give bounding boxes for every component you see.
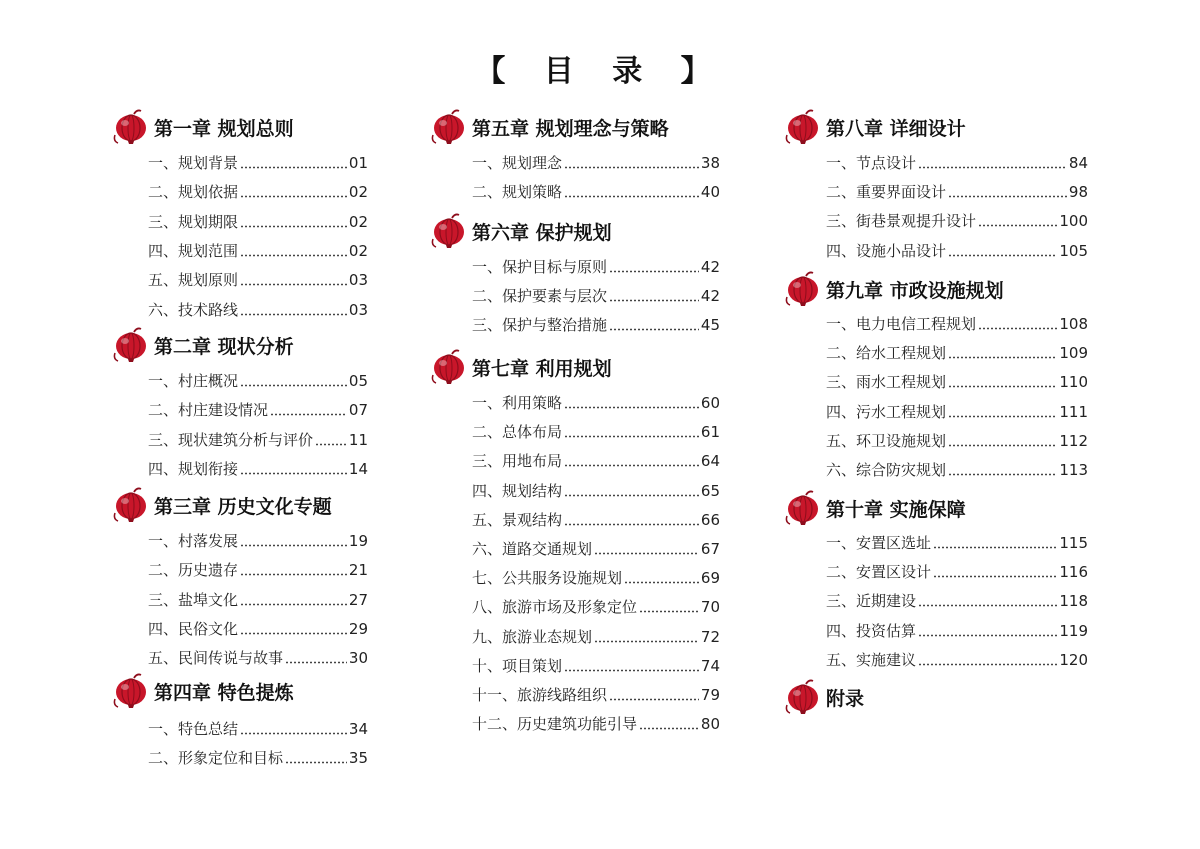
dot-leader <box>609 270 699 273</box>
entry-label: 二、形象定位和目标 <box>148 749 284 768</box>
toc-entry[interactable] <box>826 401 1088 422</box>
entry-page-number: 01 <box>348 154 368 172</box>
dot-leader <box>240 166 347 169</box>
toc-entry[interactable] <box>826 342 1088 363</box>
toc-entry[interactable] <box>472 421 720 442</box>
entry-page-number: 14 <box>348 459 368 478</box>
entry-label: 七、公共服务设施规划 <box>472 569 623 588</box>
toc-entry[interactable] <box>826 240 1088 261</box>
entry-label: 二、给水工程规划 <box>826 344 947 363</box>
dot-leader <box>240 544 347 547</box>
chapter-heading[interactable] <box>782 108 966 146</box>
chapter-heading[interactable] <box>428 348 612 386</box>
entry-page-number: 21 <box>348 561 368 580</box>
entry-label: 一、规划背景 <box>148 154 239 172</box>
dot-leader <box>315 443 347 446</box>
toc-entry[interactable] <box>826 561 1088 582</box>
chapter-title: 第五章 规划理念与策略 <box>472 117 669 140</box>
entry-page-number: 69 <box>700 569 720 588</box>
toc-entry[interactable] <box>472 152 720 173</box>
toc-entry[interactable] <box>472 684 720 705</box>
entry-page-number: 113 <box>1059 461 1088 479</box>
entry-page-number: 84 <box>1068 154 1088 172</box>
toc-entry[interactable] <box>148 429 368 450</box>
dot-leader <box>270 413 347 416</box>
entry-page-number: 100 <box>1059 212 1088 231</box>
chapter-heading[interactable] <box>782 489 966 527</box>
entry-page-number: 45 <box>700 316 720 335</box>
entry-page-number: 98 <box>1068 183 1088 202</box>
dot-leader <box>240 603 347 606</box>
toc-entry[interactable] <box>148 747 368 768</box>
toc-entry[interactable] <box>472 655 720 676</box>
entry-label: 一、村落发展 <box>148 532 239 550</box>
dot-leader <box>240 225 347 228</box>
dot-leader <box>285 761 347 764</box>
toc-entry[interactable] <box>826 649 1088 670</box>
entry-label: 三、近期建设 <box>826 592 917 611</box>
entry-page-number: 120 <box>1059 650 1088 669</box>
dot-leader <box>918 604 1057 607</box>
toc-entry[interactable] <box>826 590 1088 611</box>
toc-entry[interactable] <box>148 240 368 261</box>
red-lantern-icon <box>428 348 468 386</box>
entry-page-number: 80 <box>700 715 720 734</box>
entry-label: 五、景观结构 <box>472 510 563 529</box>
dot-leader <box>564 166 699 169</box>
entry-page-number: 30 <box>348 649 368 668</box>
chapter-heading[interactable] <box>110 672 294 710</box>
red-lantern-icon <box>782 108 822 146</box>
chapter-heading[interactable] <box>110 486 332 524</box>
dot-leader <box>948 415 1057 418</box>
dot-leader <box>978 224 1057 227</box>
dot-leader <box>240 195 347 198</box>
toc-entry[interactable] <box>472 392 720 413</box>
entry-page-number: 119 <box>1059 621 1088 640</box>
red-lantern-icon <box>110 326 150 364</box>
entry-label: 一、特色总结 <box>148 720 239 738</box>
dot-leader <box>240 254 347 257</box>
toc-entry[interactable] <box>826 210 1088 231</box>
dot-leader <box>564 494 699 497</box>
entry-page-number: 34 <box>348 720 368 738</box>
entry-page-number: 03 <box>348 300 368 319</box>
toc-entry[interactable] <box>472 596 720 617</box>
toc-entry[interactable] <box>826 620 1088 641</box>
entry-label: 二、保护要素与层次 <box>472 287 608 306</box>
dot-leader <box>564 406 699 409</box>
entry-page-number: 70 <box>700 598 720 617</box>
entry-label: 三、街巷景观提升设计 <box>826 212 977 231</box>
dot-leader <box>564 195 699 198</box>
chapter-heading[interactable] <box>428 108 669 146</box>
dot-leader <box>918 634 1057 637</box>
entry-page-number: 118 <box>1059 592 1088 611</box>
toc-entry[interactable] <box>826 371 1088 392</box>
dot-leader <box>933 546 1057 549</box>
toc-entry[interactable] <box>472 181 720 202</box>
entry-label: 三、规划期限 <box>148 212 239 231</box>
dot-leader <box>933 575 1057 578</box>
chapter-heading[interactable] <box>428 212 612 250</box>
entry-page-number: 64 <box>700 452 720 471</box>
dot-leader <box>609 698 699 701</box>
toc-entry[interactable] <box>148 181 368 202</box>
chapter-title: 第九章 市政设施规划 <box>826 279 1004 302</box>
toc-entry[interactable] <box>148 458 368 479</box>
entry-page-number: 40 <box>700 183 720 202</box>
entry-label: 五、民间传说与故事 <box>148 649 284 668</box>
chapter-title: 第一章 规划总则 <box>154 117 294 140</box>
dot-leader <box>948 473 1057 476</box>
red-lantern-icon <box>428 108 468 146</box>
entry-label: 五、规划原则 <box>148 271 239 290</box>
entry-label: 六、道路交通规划 <box>472 540 593 558</box>
dot-leader <box>609 328 699 331</box>
toc-entry[interactable] <box>148 530 368 551</box>
entry-label: 三、盐埠文化 <box>148 590 239 609</box>
entry-page-number: 111 <box>1059 402 1088 421</box>
chapter-title: 第七章 利用规划 <box>472 357 612 380</box>
toc-entry[interactable] <box>148 211 368 232</box>
entry-page-number: 109 <box>1059 344 1088 363</box>
dot-leader <box>240 732 347 735</box>
dot-leader <box>948 356 1057 359</box>
entry-page-number: 116 <box>1059 563 1088 582</box>
chapter-title: 第二章 现状分析 <box>154 335 294 358</box>
dot-leader <box>594 552 699 555</box>
entry-label: 十、项目策划 <box>472 656 563 675</box>
entry-page-number: 02 <box>348 183 368 202</box>
toc-entry[interactable] <box>472 450 720 471</box>
dot-leader <box>564 669 699 672</box>
toc-entry[interactable] <box>148 152 368 173</box>
chapter-heading[interactable] <box>110 326 294 364</box>
entry-page-number: 19 <box>348 532 368 550</box>
toc-entry[interactable] <box>472 509 720 530</box>
dot-leader <box>240 384 347 387</box>
entry-label: 四、设施小品设计 <box>826 241 947 260</box>
entry-label: 四、规划衔接 <box>148 459 239 478</box>
dot-leader <box>285 661 347 664</box>
entry-page-number: 110 <box>1059 373 1088 392</box>
dot-leader <box>948 444 1057 447</box>
chapter-heading[interactable] <box>782 270 1004 308</box>
chapter-heading[interactable] <box>110 108 294 146</box>
entry-page-number: 105 <box>1059 241 1088 260</box>
dot-leader <box>918 166 1067 169</box>
entry-label: 二、规划依据 <box>148 183 239 202</box>
entry-page-number: 27 <box>348 590 368 609</box>
dot-leader <box>594 640 699 643</box>
entry-page-number: 67 <box>700 540 720 558</box>
dot-leader <box>564 464 699 467</box>
entry-label: 五、环卫设施规划 <box>826 431 947 450</box>
entry-label: 五、实施建议 <box>826 650 917 669</box>
entry-page-number: 65 <box>700 481 720 500</box>
dot-leader <box>948 385 1057 388</box>
entry-page-number: 11 <box>348 430 368 449</box>
toc-entry[interactable] <box>472 538 720 559</box>
entry-label: 四、规划范围 <box>148 241 239 260</box>
toc-entry[interactable] <box>826 459 1088 480</box>
entry-label: 三、雨水工程规划 <box>826 373 947 392</box>
dot-leader <box>240 472 347 475</box>
dot-leader <box>564 523 699 526</box>
entry-page-number: 35 <box>348 749 368 768</box>
entry-page-number: 61 <box>700 423 720 442</box>
toc-entry[interactable] <box>472 713 720 734</box>
toc-entry[interactable] <box>472 626 720 647</box>
dot-leader <box>918 663 1057 666</box>
entry-page-number: 108 <box>1059 315 1088 333</box>
dot-leader <box>240 632 347 635</box>
toc-entry[interactable] <box>472 314 720 335</box>
toc-entry[interactable] <box>472 567 720 588</box>
entry-label: 九、旅游业态规划 <box>472 627 593 646</box>
entry-page-number: 112 <box>1059 431 1088 450</box>
toc-entry[interactable] <box>472 285 720 306</box>
entry-label: 二、重要界面设计 <box>826 183 947 202</box>
entry-label: 四、民俗文化 <box>148 619 239 638</box>
chapter-title: 第四章 特色提炼 <box>154 681 294 704</box>
entry-page-number: 29 <box>348 619 368 638</box>
entry-label: 二、规划策略 <box>472 183 563 202</box>
toc-entry[interactable] <box>148 269 368 290</box>
chapter-title: 第八章 详细设计 <box>826 117 966 140</box>
dot-leader <box>948 195 1067 198</box>
entry-label: 六、技术路线 <box>148 300 239 319</box>
toc-entry[interactable] <box>148 647 368 668</box>
toc-entry[interactable] <box>148 589 368 610</box>
chapter-title: 第十章 实施保障 <box>826 498 966 521</box>
toc-entry[interactable] <box>148 618 368 639</box>
toc-entry[interactable] <box>148 559 368 580</box>
entry-page-number: 02 <box>348 241 368 260</box>
dot-leader <box>564 435 699 438</box>
dot-leader <box>639 610 699 613</box>
entry-page-number: 72 <box>700 627 720 646</box>
entry-page-number: 07 <box>348 401 368 420</box>
entry-label: 四、规划结构 <box>472 481 563 500</box>
red-lantern-icon <box>110 108 150 146</box>
chapter-title: 附录 <box>826 687 865 710</box>
toc-entry[interactable] <box>472 256 720 277</box>
entry-label: 六、综合防灾规划 <box>826 461 947 479</box>
toc-entry[interactable] <box>826 152 1088 173</box>
toc-entry[interactable] <box>826 181 1088 202</box>
entry-page-number: 79 <box>700 686 720 704</box>
entry-page-number: 66 <box>700 510 720 529</box>
dot-leader <box>240 573 347 576</box>
entry-page-number: 42 <box>700 258 720 276</box>
entry-label: 一、电力电信工程规划 <box>826 315 977 333</box>
dot-leader <box>609 299 699 302</box>
red-lantern-icon <box>782 270 822 308</box>
entry-label: 一、利用策略 <box>472 394 563 412</box>
entry-label: 一、村庄概况 <box>148 372 239 390</box>
dot-leader <box>240 313 347 316</box>
dot-leader <box>639 727 699 730</box>
red-lantern-icon <box>110 486 150 524</box>
entry-page-number: 115 <box>1059 534 1088 552</box>
toc-entry[interactable] <box>148 370 368 391</box>
red-lantern-icon <box>782 489 822 527</box>
entry-label: 二、村庄建设情况 <box>148 401 269 420</box>
entry-page-number: 02 <box>348 212 368 231</box>
red-lantern-icon <box>428 212 468 250</box>
entry-label: 三、用地布局 <box>472 452 563 471</box>
entry-label: 三、保护与整治措施 <box>472 316 608 335</box>
dot-leader <box>948 254 1057 257</box>
toc-entry[interactable] <box>148 718 368 739</box>
dot-leader <box>978 327 1057 330</box>
entry-label: 一、规划理念 <box>472 154 563 172</box>
chapter-title: 第六章 保护规划 <box>472 221 612 244</box>
chapter-heading[interactable] <box>782 678 864 716</box>
entry-page-number: 38 <box>700 154 720 172</box>
red-lantern-icon <box>110 672 150 710</box>
entry-label: 十一、旅游线路组织 <box>472 686 608 704</box>
toc-entry[interactable] <box>826 532 1088 553</box>
entry-label: 一、安置区选址 <box>826 534 932 552</box>
dot-leader <box>240 283 347 286</box>
entry-label: 四、投资估算 <box>826 621 917 640</box>
entry-label: 八、旅游市场及形象定位 <box>472 598 638 617</box>
entry-label: 一、节点设计 <box>826 154 917 172</box>
chapter-title: 第三章 历史文化专题 <box>154 495 332 518</box>
toc-entry[interactable] <box>148 299 368 320</box>
page-title: 【 目 录 】 <box>475 54 725 89</box>
entry-label: 二、历史遗存 <box>148 561 239 580</box>
entry-page-number: 42 <box>700 287 720 306</box>
entry-label: 二、安置区设计 <box>826 563 932 582</box>
toc-entry[interactable] <box>826 430 1088 451</box>
toc-entry[interactable] <box>148 399 368 420</box>
entry-label: 十二、历史建筑功能引导 <box>472 715 638 734</box>
entry-page-number: 60 <box>700 394 720 412</box>
dot-leader <box>624 581 699 584</box>
entry-page-number: 74 <box>700 656 720 675</box>
entry-label: 二、总体布局 <box>472 423 563 442</box>
entry-label: 三、现状建筑分析与评价 <box>148 430 314 449</box>
entry-label: 四、污水工程规划 <box>826 402 947 421</box>
toc-entry[interactable] <box>826 313 1088 334</box>
entry-page-number: 05 <box>348 372 368 390</box>
entry-page-number: 03 <box>348 271 368 290</box>
entry-label: 一、保护目标与原则 <box>472 258 608 276</box>
toc-entry[interactable] <box>472 480 720 501</box>
red-lantern-icon <box>782 678 822 716</box>
